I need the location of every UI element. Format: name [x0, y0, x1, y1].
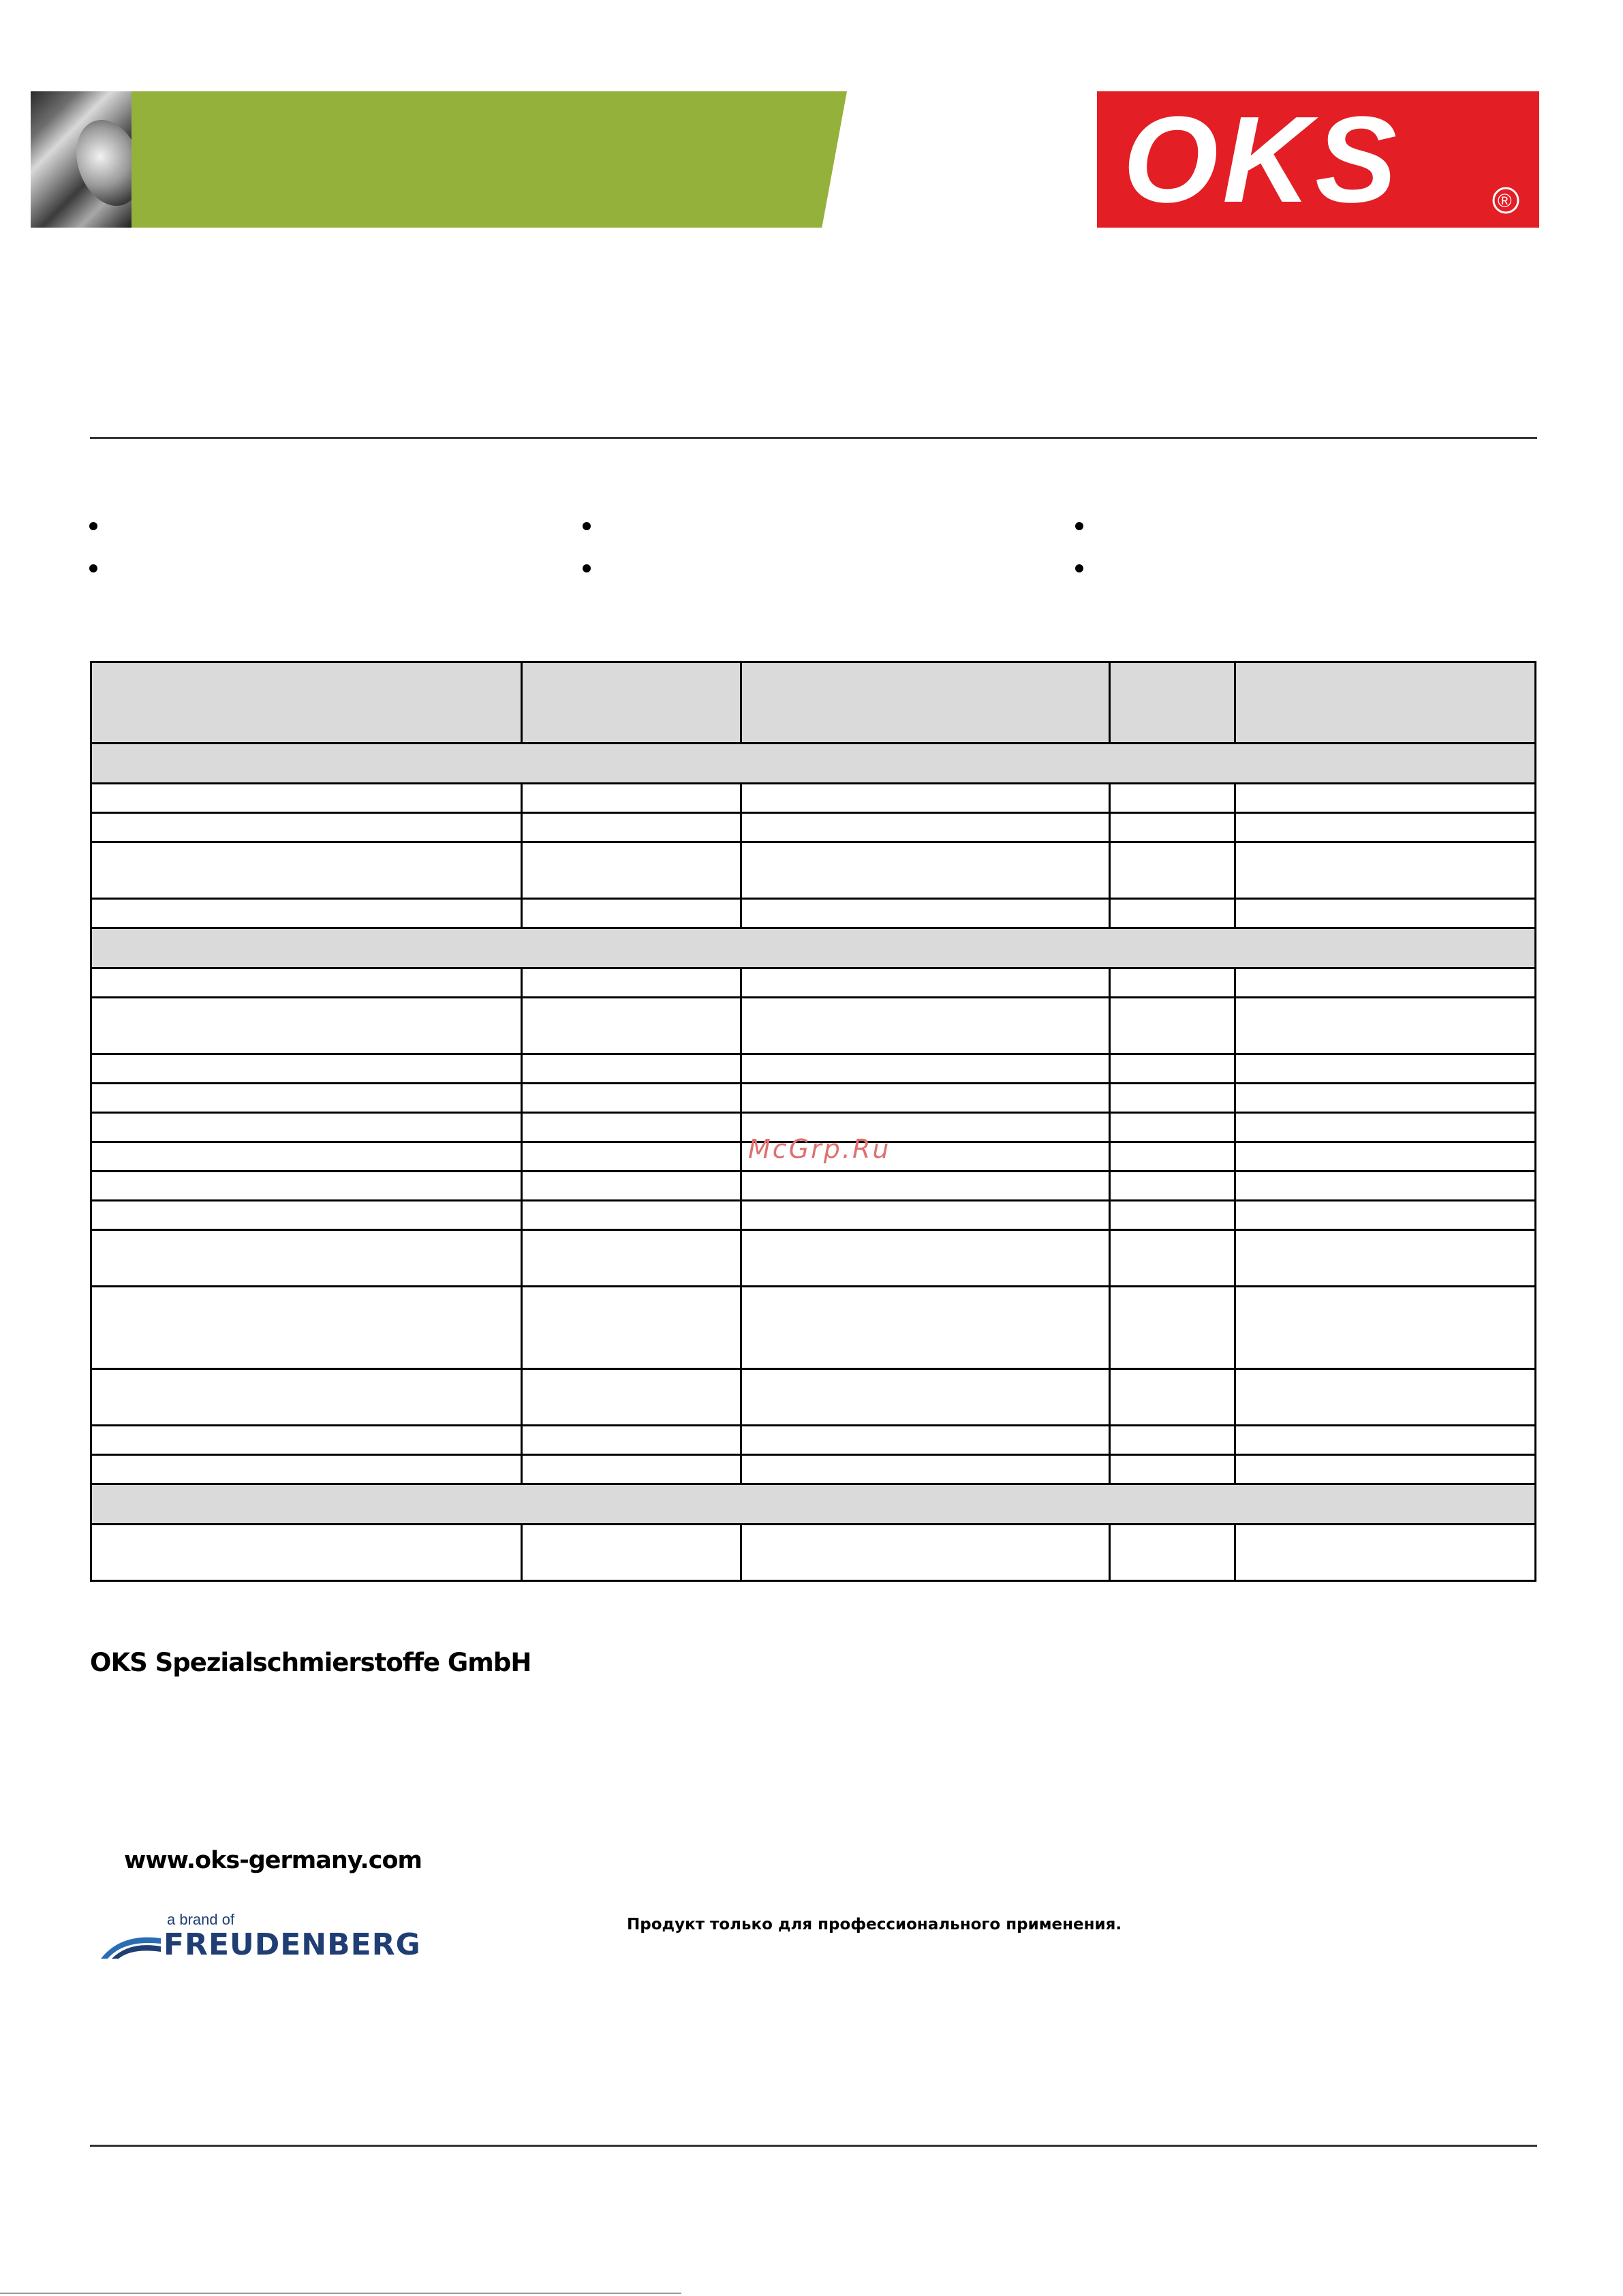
- table-section-row: [91, 928, 1536, 968]
- table-row: [91, 842, 1536, 899]
- table-row: [91, 1455, 1536, 1484]
- bullet: [1075, 564, 1083, 572]
- table-row: [91, 1172, 1536, 1201]
- table-row: [91, 1287, 1536, 1369]
- oks-logo: [1097, 91, 1539, 228]
- table-row: [91, 1230, 1536, 1287]
- table-header-cell: [741, 662, 1110, 744]
- table-row: [91, 813, 1536, 842]
- table-row: [91, 1054, 1536, 1084]
- bullet: [583, 522, 591, 530]
- table-row: [91, 998, 1536, 1054]
- table-row: [91, 1084, 1536, 1113]
- table-header-cell: [1235, 662, 1536, 744]
- bullet: [89, 564, 97, 572]
- table-row: [91, 1426, 1536, 1455]
- table-row: [91, 784, 1536, 813]
- table-header-cell: [522, 662, 741, 744]
- table-header-cell: [91, 662, 522, 744]
- freudenberg-wave-icon: [101, 1933, 161, 1960]
- page-edge-line: [0, 2293, 681, 2294]
- table-row: [91, 899, 1536, 928]
- oks-logo-text: OKS: [1123, 91, 1402, 228]
- bullet: [583, 564, 591, 572]
- brand-of-label: a brand of: [167, 1911, 235, 1928]
- bottom-rule: [90, 2145, 1537, 2147]
- website-link[interactable]: www.oks-germany.com: [124, 1847, 422, 1874]
- registered-mark: ®: [1498, 190, 1512, 211]
- bullet: [1075, 522, 1083, 530]
- table-row: [91, 1525, 1536, 1581]
- header-photo: [31, 91, 132, 228]
- bullet: [89, 522, 97, 530]
- freudenberg-logo: FREUDENBERG: [164, 1927, 421, 1962]
- specification-table: [90, 661, 1536, 1582]
- top-rule: [90, 437, 1537, 439]
- table-section-row: [91, 1484, 1536, 1525]
- company-name: OKS Spezialschmierstoffe GmbH: [90, 1648, 531, 1677]
- professional-use-note: Продукт только для профессионального применения.: [627, 1916, 1122, 1933]
- table-row: [91, 1201, 1536, 1230]
- watermark: McGrp.Ru: [748, 1134, 891, 1164]
- table-header-row: [91, 662, 1536, 744]
- header-band: [132, 91, 847, 228]
- table-row: [91, 1369, 1536, 1426]
- table-section-row: [91, 744, 1536, 784]
- table-header-cell: [1110, 662, 1235, 744]
- table-row: [91, 968, 1536, 998]
